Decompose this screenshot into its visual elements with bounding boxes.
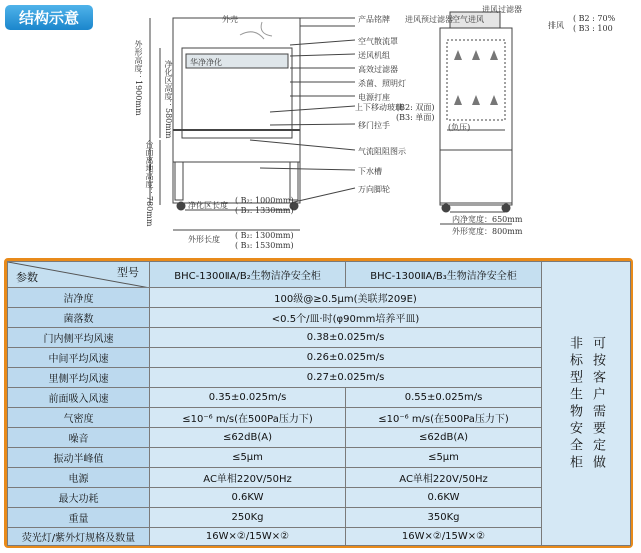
- row-value-a: ≤10⁻⁶ m/s(在500Pa压力下): [150, 408, 346, 428]
- row-value: 100级@≥0.5μm(美联邦209E): [150, 288, 542, 308]
- diagram-label-nameplate: 产品铭牌: [358, 15, 390, 24]
- row-label: 最大功耗: [8, 488, 150, 508]
- diagram-label-work-length-b2: ( B₂: 1000mm): [235, 196, 294, 205]
- row-value-a: AC单相220V/50Hz: [150, 468, 346, 488]
- row-label: 电源: [8, 468, 150, 488]
- row-value: 0.27±0.025m/s: [150, 368, 542, 388]
- section-tag: 结构示意: [5, 5, 93, 30]
- row-label: 菌落数: [8, 308, 150, 328]
- diagram-label-socket: 电源打座: [358, 93, 390, 102]
- row-value-a: ≤62dB(A): [150, 428, 346, 448]
- row-value: <0.5个/皿·时(φ90mm培养平皿): [150, 308, 542, 328]
- row-value-b: ≤5μm: [346, 448, 542, 468]
- table-header-row: [8, 262, 631, 288]
- diagram-label-outer-width: 外形宽度：800mm: [452, 227, 523, 236]
- row-label: 中间平均风速: [8, 348, 150, 368]
- diagram-label-airflow: 气流阻阻图示: [358, 147, 406, 156]
- row-value-a: 0.35±0.025m/s: [150, 388, 346, 408]
- diagram-label-outer-height: 外形高度：1900mm: [134, 40, 143, 116]
- diagram-label-negative-pressure: (负压): [448, 123, 471, 132]
- diagram-label-caster: 万向脚轮: [358, 185, 390, 194]
- header-model-label: 型号: [117, 266, 139, 279]
- row-value-a: 0.6KW: [150, 488, 346, 508]
- table-row: [8, 408, 631, 428]
- row-value-b: 0.6KW: [346, 488, 542, 508]
- diagram-label-air-inlet: 空气进风: [452, 15, 484, 24]
- table-row: [8, 388, 631, 408]
- diagram-label-diffuser: 空气散流罩: [358, 37, 398, 46]
- table-row: [8, 288, 631, 308]
- table-row: [8, 308, 631, 328]
- row-label: 振动半峰值: [8, 448, 150, 468]
- row-value-a: 250Kg: [150, 508, 346, 528]
- spec-table: [7, 261, 631, 546]
- header-model-a: BHC-1300ⅡA/B₂生物洁净安全柜: [150, 262, 346, 288]
- table-row: [8, 488, 631, 508]
- row-value: 0.38±0.025m/s: [150, 328, 542, 348]
- diagram-label-shell: 外壳: [222, 15, 238, 24]
- diagram-label-glass: 上下移动玻璃: [355, 103, 403, 112]
- table-row: [8, 528, 631, 546]
- row-value-b: AC单相220V/50Hz: [346, 468, 542, 488]
- brand-text: 华净净化: [190, 58, 222, 67]
- header-model-b: BHC-1300ⅡA/B₃生物洁净安全柜: [346, 262, 542, 288]
- table-row: [8, 508, 631, 528]
- note-nonstandard: 非标型生物安全柜: [567, 335, 582, 472]
- table-row: [8, 428, 631, 448]
- header-diag-cell: [8, 262, 150, 288]
- diagram-label-work-height: 净化区高度：580mm: [164, 60, 173, 139]
- table-row: [8, 348, 631, 368]
- row-label: 噪音: [8, 428, 150, 448]
- diagram-label-lamp: 杀菌、照明灯: [358, 79, 406, 88]
- row-value-b: 16W×②/15W×②: [346, 528, 542, 546]
- diagram-label-outer-length: 外形长度: [188, 235, 220, 244]
- table-row: [8, 468, 631, 488]
- table-row: [8, 448, 631, 468]
- row-value: 0.26±0.025m/s: [150, 348, 542, 368]
- diagram-label-work-length-b3: ( B₃: 1330mm): [235, 206, 294, 215]
- note-custom-order: 可按客户需要定做: [590, 335, 605, 472]
- custom-note-cell: [542, 262, 631, 546]
- diagram-label-outer-length-b3: ( B₃: 1530mm): [235, 241, 294, 250]
- diagram-label-inlet-filter: 进风过滤器: [482, 5, 522, 14]
- diagram-label-prefilter: 进风预过滤器: [405, 15, 453, 24]
- row-value-b: ≤62dB(A): [346, 428, 542, 448]
- diagram-label-fan: 送风机组: [358, 51, 390, 60]
- row-label: 荧光灯/紫外灯规格及数量: [8, 528, 150, 546]
- table-row: [8, 368, 631, 388]
- row-value-a: 16W×②/15W×②: [150, 528, 346, 546]
- row-value-b: ≤10⁻⁶ m/s(在500Pa压力下): [346, 408, 542, 428]
- table-row: [8, 328, 631, 348]
- diagram-label-glass-b2: (B2: 双面): [396, 103, 435, 112]
- diagram-label-sink: 下水槽: [358, 167, 382, 176]
- row-value-b: 0.55±0.025m/s: [346, 388, 542, 408]
- header-param-label: 参数: [16, 271, 38, 284]
- diagram-label-exhaust: 排风: [548, 21, 564, 30]
- diagram-label-handle: 移门拉手: [358, 121, 390, 130]
- row-label: 洁净度: [8, 288, 150, 308]
- diagram-label-table-height: 台面离地高度：780mm: [145, 140, 154, 227]
- row-label: 重量: [8, 508, 150, 528]
- diagram-label-outer-length-b2: ( B₂: 1300mm): [235, 231, 294, 240]
- diagram-label-inner-width: 内净宽度：650mm: [452, 215, 523, 224]
- diagram-label-exhaust-b3: ( B3 : 100: [573, 24, 613, 33]
- row-value-a: ≤5μm: [150, 448, 346, 468]
- spec-table-frame: [4, 258, 633, 548]
- row-label: 气密度: [8, 408, 150, 428]
- row-label: 里侧平均风速: [8, 368, 150, 388]
- row-label: 前面吸入风速: [8, 388, 150, 408]
- diagram-label-exhaust-b2: ( B2 : 70%: [573, 14, 616, 23]
- diagram-label-work-length: 净化区长度: [188, 201, 228, 210]
- row-label: 门内侧平均风速: [8, 328, 150, 348]
- cabinet-diagram: [0, 0, 641, 255]
- diagram-label-glass-b3: (B3: 单面): [396, 113, 435, 122]
- diagram-label-hepa: 高效过滤器: [358, 65, 398, 74]
- row-value-b: 350Kg: [346, 508, 542, 528]
